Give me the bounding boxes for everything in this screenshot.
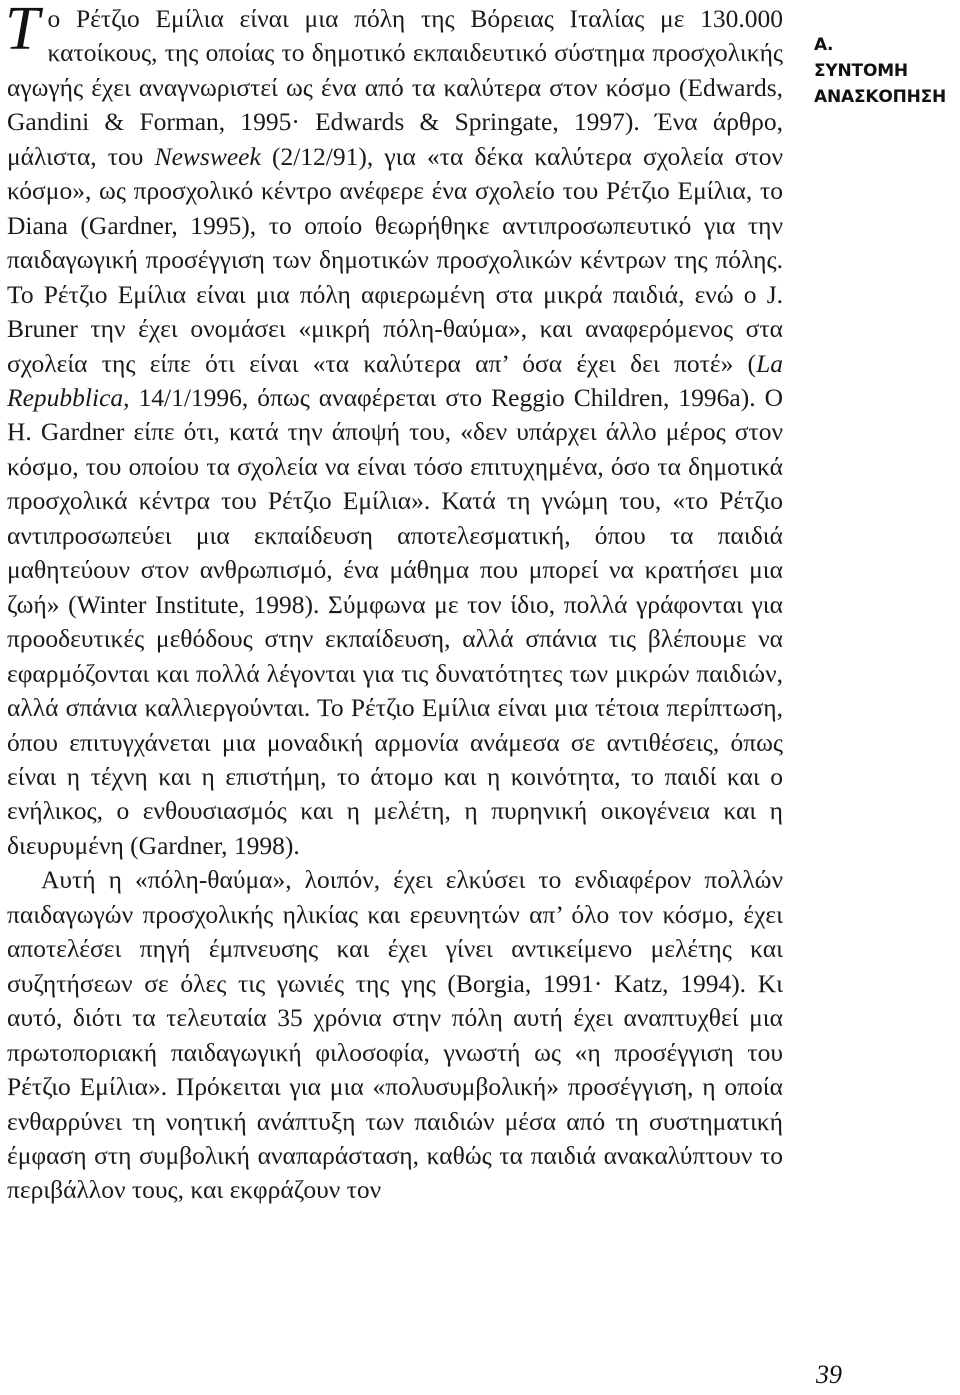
paragraph-text: , 14/1/1996, όπως αναφέρεται στο Reggio Children, 1996a). Ο Η. Gardner είπε ότι, κατά την άποψή του, «δεν υπάρχει άλλο μέρος στον κόσμο, του οποίου τα σχολεία να είναι τόσο επιτυχημένα, όσο τα δημοτικά προσχολικά κέντρα του Ρέτζιο Εμίλια». Κατά τη γνώμη του, «το Ρέτζιο αντιπροσωπεύει μια εκπαίδευση αποτελεσματική, όπου τα παιδιά μαθητεύουν στον ανθρωπισμό, ένα μάθημα που μπορεί να κρατήσει μια ζωή» (Winter Institute, 1998). Σύμφωνα με τον ίδιο, πολλά γράφονται για προοδευτικές μεθόδους στην εκπαίδευση, αλλά σπάνια τις βλέπουμε να εφαρμόζονται και πολλά λέγονται για τις δυνατότητες των μικρών παιδιών, αλλά σπάνια καλλιεργούνται. Το Ρέτζιο Εμίλια είναι μια τέτοια περίπτωση, όπου επιτυγχάνεται μια μοναδική αρμονία ανάμεσα σε αντιθέσεις, όπως είναι η τέχνη και η επιστήμη, το άτομο και η κοινότητα, το παιδί και ο ενήλικος, ο ενθουσιασμός και η μελέτη, η πυρηνική οικογένεια και η διευρυμένη (Gardner, 1998). — [7, 382, 783, 860]
newsweek-citation: Newsweek — [154, 141, 261, 171]
section-label: Α. — [814, 35, 834, 55]
paragraph-text: ο Ρέτζιο Εμίλια είναι μια πόλη της Βόρειας Ιταλίας με 130.000 κατοίκους, της οποίας το δημοτικό εκπαιδευτικό σύστημα προσχολικής αγωγής έχει αναγνωριστεί ως ένα από τα καλύτερα στον κόσμο (Edwards, Gandini & Forman, 1995· Edwards & Springate, 1997). Ένα άρθρο, μάλιστα, του — [7, 4, 783, 171]
drop-cap-letter: Τ — [5, 0, 40, 63]
la-repubblica-citation: La Repubblica — [7, 348, 783, 412]
body-paragraph — [7, 2, 783, 863]
page-number: 39 — [816, 1360, 842, 1389]
section-heading — [814, 32, 960, 110]
paragraph-text: Αυτή η «πόλη-θαύμα», λοιπόν, έχει ελκύσει το ενδιαφέρον πολλών παιδαγωγών προσχολικής ηλικίας και ερευνητών απ’ όλο τον κόσμο, έχει αποτελέσει πηγή έμπνευσης και έχει γίνει αντικείμενο μελέτης και συζητήσεων σε όλες τις γωνιές της γης (Borgia, 1991· Katz, 1994). Κι αυτό, διότι τα τελευταία 35 χρόνια στην πόλη αυτή έχει αναπτυχθεί μια πρωτοποριακή παιδαγωγική φιλοσοφία, γνωστή ως «η προσέγγιση του Ρέτζιο Εμίλια». Πρόκειται για μια «πολυσυμβολική» προσέγγιση, η οποία ενθαρρύνει τη νοητική ανάπτυξη των παιδιών μέσα από τη συστηματική έμφαση στη συμβολική αναπαράσταση, καθώς τα παιδιά ανακαλύπτουν το περιβάλλον τους, και εκφράζουν τον — [7, 865, 783, 1205]
body-text-column — [7, 2, 783, 1208]
section-title-line: ΑΝΑΣΚΟΠΗΣΗ — [814, 87, 947, 107]
paragraph-text: (2/12/91), για «τα δέκα καλύτερα σχολεία στον κόσμο», ως προσχολικό κέντρο ανέφερε ένα σχολείο του Ρέτζιο Εμίλια, το Diana (Gardner, 1995), το οποίο θεωρήθηκε αντιπροσωπευτικό για την παιδαγωγική προσέγγιση των δημοτικών προσχολικών κέντρων της πόλης. Το Ρέτζιο Εμίλια είναι μια πόλη αφιερωμένη στα μικρά παιδιά, ενώ ο J. Bruner την έχει ονομάσει «μικρή πόλη-θαύμα», και αναφερόμενος στα σχολεία της είπε ότι είναι «τα καλύτερα απ’ όσα έχει δει ποτέ» ( — [7, 141, 783, 378]
section-title-line: ΣΥΝΤΟΜΗ — [814, 61, 908, 81]
body-paragraph — [7, 863, 783, 1208]
